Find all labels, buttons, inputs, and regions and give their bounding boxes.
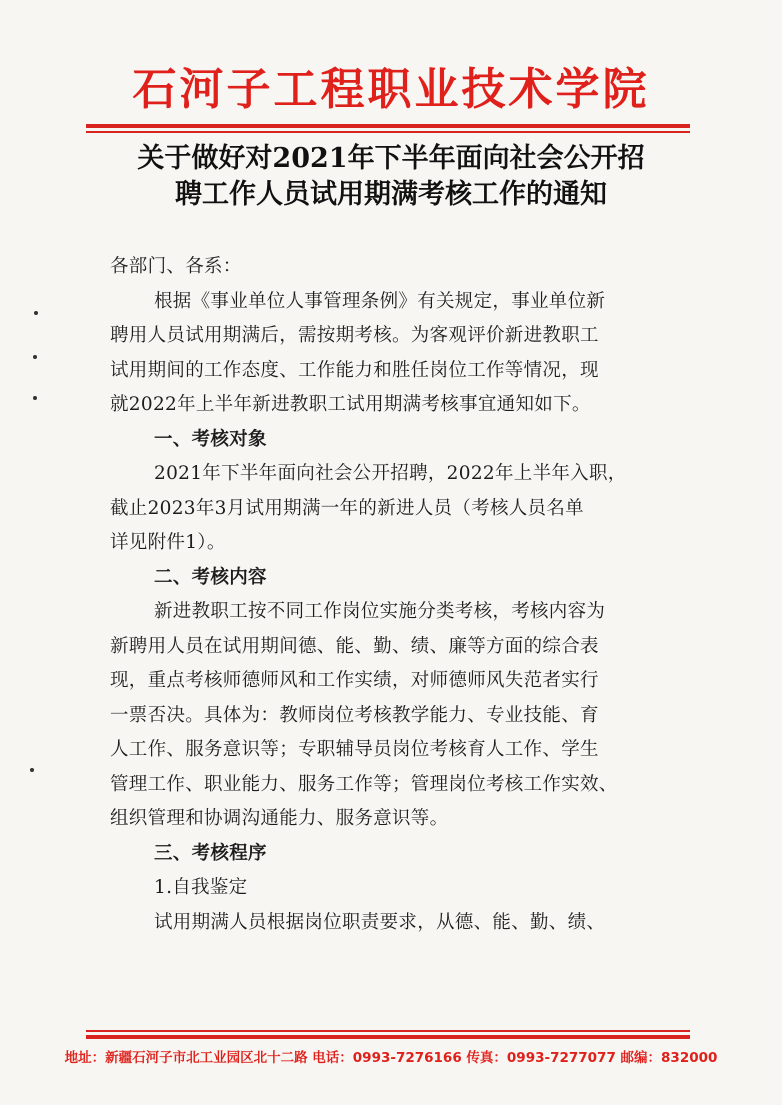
paragraph-line: 就2022年上半年新进教职工试用期满考核事宜通知如下。	[110, 394, 591, 415]
scan-speck	[30, 768, 34, 772]
scan-speck	[34, 311, 38, 315]
paragraph-line: 截止2023年3月试用期满一年的新进人员（考核人员名单	[110, 497, 584, 519]
notice-body	[110, 250, 670, 940]
section-heading-3: 三、考核程序	[154, 842, 267, 864]
paragraph-line: 一票否决。具体为：教师岗位考核教学能力、专业技能、育	[110, 704, 599, 726]
paragraph-line: 人工作、服务意识等；专职辅导员岗位考核育人工作、学生	[110, 739, 599, 760]
masthead-rule-thin	[86, 131, 690, 133]
masthead-rule-thick	[86, 124, 690, 128]
subsection-heading: 1.自我鉴定	[154, 877, 248, 898]
school-masthead: 石河子工程职业技术学院	[132, 64, 650, 115]
footer-rule-thin	[86, 1030, 690, 1032]
paragraph-line: 根据《事业单位人事管理条例》有关规定，事业单位新	[154, 290, 606, 312]
section-heading-1: 一、考核对象	[154, 428, 267, 450]
paragraph-line: 新聘用人员在试用期间德、能、勤、绩、廉等方面的综合表	[110, 635, 599, 657]
notice-title-line-2: 聘工作人员试用期满考核工作的通知	[175, 179, 607, 210]
paragraph-line: 新进教职工按不同工作岗位实施分类考核，考核内容为	[154, 601, 606, 622]
paragraph-line: 详见附件1）。	[110, 532, 226, 553]
scan-speck	[33, 396, 37, 400]
paragraph-line: 聘用人员试用期满后，需按期考核。为客观评价新进教职工	[110, 325, 599, 346]
paragraph-line: 管理工作、职业能力、服务工作等；管理岗位考核工作实效、	[110, 773, 618, 795]
footer-address: 地址：新疆石河子市北工业园区北十二路 电话：0993-7276166 传真：0993-7277077 邮编：832000	[64, 1050, 718, 1066]
paragraph-line: 现，重点考核师德师风和工作实绩，对师德师风失范者实行	[110, 670, 599, 691]
paragraph-line: 试用期间的工作态度、工作能力和胜任岗位工作等情况，现	[110, 359, 599, 381]
paragraph-line: 组织管理和协调沟通能力、服务意识等。	[110, 808, 449, 829]
notice-title-line-1: 关于做好对2021年下半年面向社会公开招	[137, 143, 645, 174]
scan-speck	[33, 355, 37, 359]
paragraph-line: 2021年下半年面向社会公开招聘，2022年上半年入职，	[154, 463, 627, 484]
section-heading-2: 二、考核内容	[154, 566, 267, 588]
paragraph-line: 试用期满人员根据岗位职责要求，从德、能、勤、绩、	[154, 911, 606, 933]
footer-rule-thick	[86, 1035, 690, 1039]
salutation: 各部门、各系：	[110, 256, 242, 277]
